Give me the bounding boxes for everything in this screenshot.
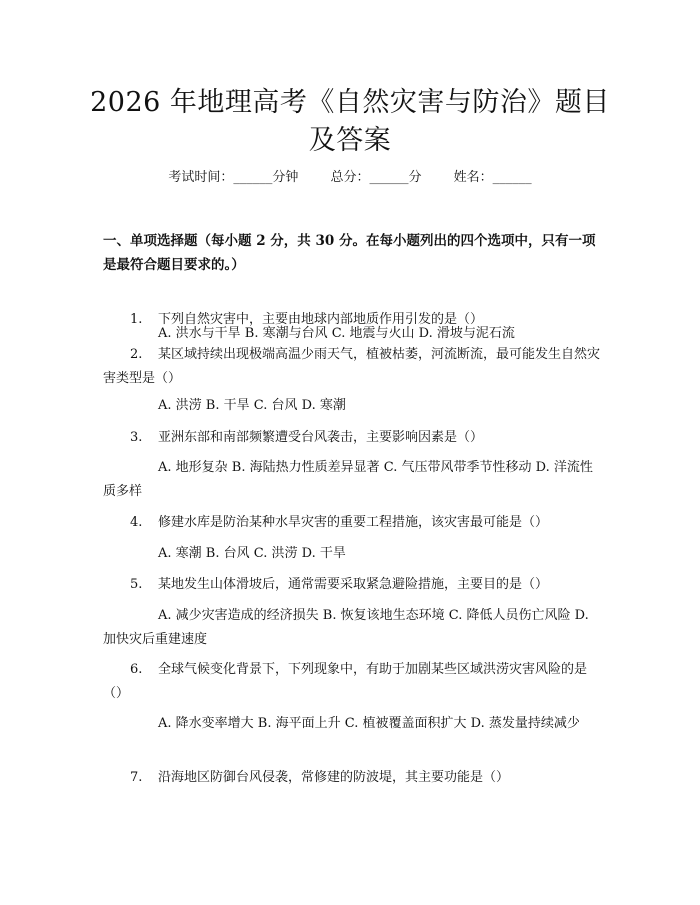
student-name-field: 姓名：______ bbox=[453, 170, 532, 185]
total-score-field: 总分：______分 bbox=[330, 170, 422, 185]
question-number: 4. bbox=[130, 515, 143, 530]
exam-time-field: 考试时间：______分钟 bbox=[168, 170, 299, 185]
question-text: 修建水库是防治某种水旱灾害的重要工程措施，该灾害最可能是（） bbox=[158, 515, 549, 530]
question-options: A. 地形复杂 B. 海陆热力性质差异显著 C. 气压带风带季节性移动 D. 洋流性质多样 bbox=[103, 460, 593, 499]
question-item bbox=[103, 426, 603, 450]
question-item bbox=[103, 573, 603, 597]
question-text: 某区域持续出现极端高温少雨天气，植被枯萎，河流断流，最可能发生自然灾害类型是（） bbox=[103, 347, 601, 386]
question-text: 亚洲东部和南部频繁遭受台风袭击，主要影响因素是（） bbox=[158, 430, 484, 445]
question-text: 下列自然灾害中，主要由地球内部地质作用引发的是（） bbox=[158, 312, 484, 327]
question-text: 全球气候变化背景下，下列现象中，有助于加剧某些区域洪涝灾害风险的是（） bbox=[103, 662, 588, 701]
section-heading: 一、单项选择题（每小题 2 分，共 30 分。在每小题列出的四个选项中，只有一项是最符合题目要求的。） bbox=[103, 233, 596, 273]
question-options: A. 洪水与干旱 B. 寒潮与台风 C. 地震与火山 D. 滑坡与泥石流 bbox=[158, 326, 515, 341]
question-options: A. 洪涝 B. 干旱 C. 台风 D. 寒潮 bbox=[158, 398, 346, 413]
question-number: 1. bbox=[130, 312, 143, 327]
page-title: 2026 年地理高考《自然灾害与防治》题目及答案 bbox=[90, 87, 610, 156]
question-item bbox=[103, 511, 603, 535]
exam-meta bbox=[0, 168, 700, 188]
question-number: 6. bbox=[130, 662, 143, 677]
question-item bbox=[103, 766, 603, 790]
question-text: 某地发生山体滑坡后，通常需要采取紧急避险措施，主要目的是（） bbox=[158, 577, 549, 592]
question-item bbox=[103, 658, 603, 706]
question-number: 2. bbox=[130, 347, 143, 362]
question-options: A. 降水变率增大 B. 海平面上升 C. 植被覆盖面积扩大 D. 蒸发量持续减少 bbox=[158, 716, 580, 731]
question-options: A. 减少灾害造成的经济损失 B. 恢复该地生态环境 C. 降低人员伤亡风险 D. 加快灾后重建速度 bbox=[103, 608, 589, 647]
question-text: 沿海地区防御台风侵袭，常修建的防波堤，其主要功能是（） bbox=[158, 770, 510, 785]
question-number: 5. bbox=[130, 577, 143, 592]
question-number: 3. bbox=[130, 430, 143, 445]
question-options: A. 寒潮 B. 台风 C. 洪涝 D. 干旱 bbox=[158, 546, 346, 561]
question-number: 7. bbox=[130, 770, 143, 785]
question-item bbox=[103, 343, 603, 391]
